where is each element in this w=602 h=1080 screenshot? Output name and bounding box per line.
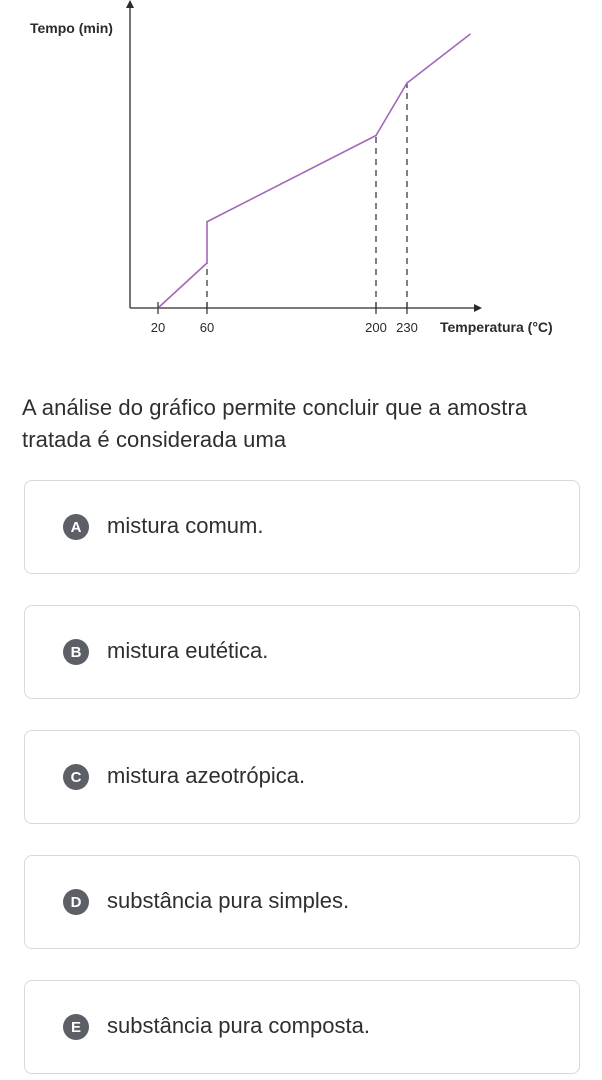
chart-axes [126,0,482,312]
heating-curve-segment [158,263,207,308]
heating-curve-segment [207,136,376,222]
option-text: substância pura composta. [107,1013,370,1038]
chart-ticks [151,302,418,335]
option-letter-badge: C [63,764,89,790]
chart-guides [207,83,407,308]
option-letter-badge: E [63,1014,89,1040]
option-letter-badge: B [63,639,89,665]
heating-curve-segment [376,83,407,136]
question-text: A análise do gráfico permite concluir que a amostra tratada é considerada uma [22,395,528,452]
x-axis-label: Temperatura (°C) [440,319,553,335]
heating-curve-segment [407,34,470,83]
option-e[interactable] [24,980,580,1074]
phase-change-chart [0,0,602,370]
x-tick-label: 20 [150,320,166,335]
x-tick-label: 60 [199,320,215,335]
option-letter-badge: A [63,514,89,540]
chart-series [158,34,470,308]
x-axis-arrow [474,304,482,312]
y-axis-arrow [126,0,134,8]
x-tick-label: 200 [365,320,387,335]
option-b[interactable] [24,605,580,699]
option-text: mistura azeotrópica. [107,763,306,788]
option-d[interactable] [24,855,580,949]
option-text: substância pura simples. [107,888,350,913]
option-a[interactable] [24,480,580,574]
option-c[interactable] [24,730,580,824]
option-text: mistura comum. [107,513,264,538]
y-axis-label: Tempo (min) [30,20,113,36]
option-letter-badge: D [63,889,89,915]
option-text: mistura eutética. [107,638,269,663]
x-tick-label: 230 [396,320,418,335]
